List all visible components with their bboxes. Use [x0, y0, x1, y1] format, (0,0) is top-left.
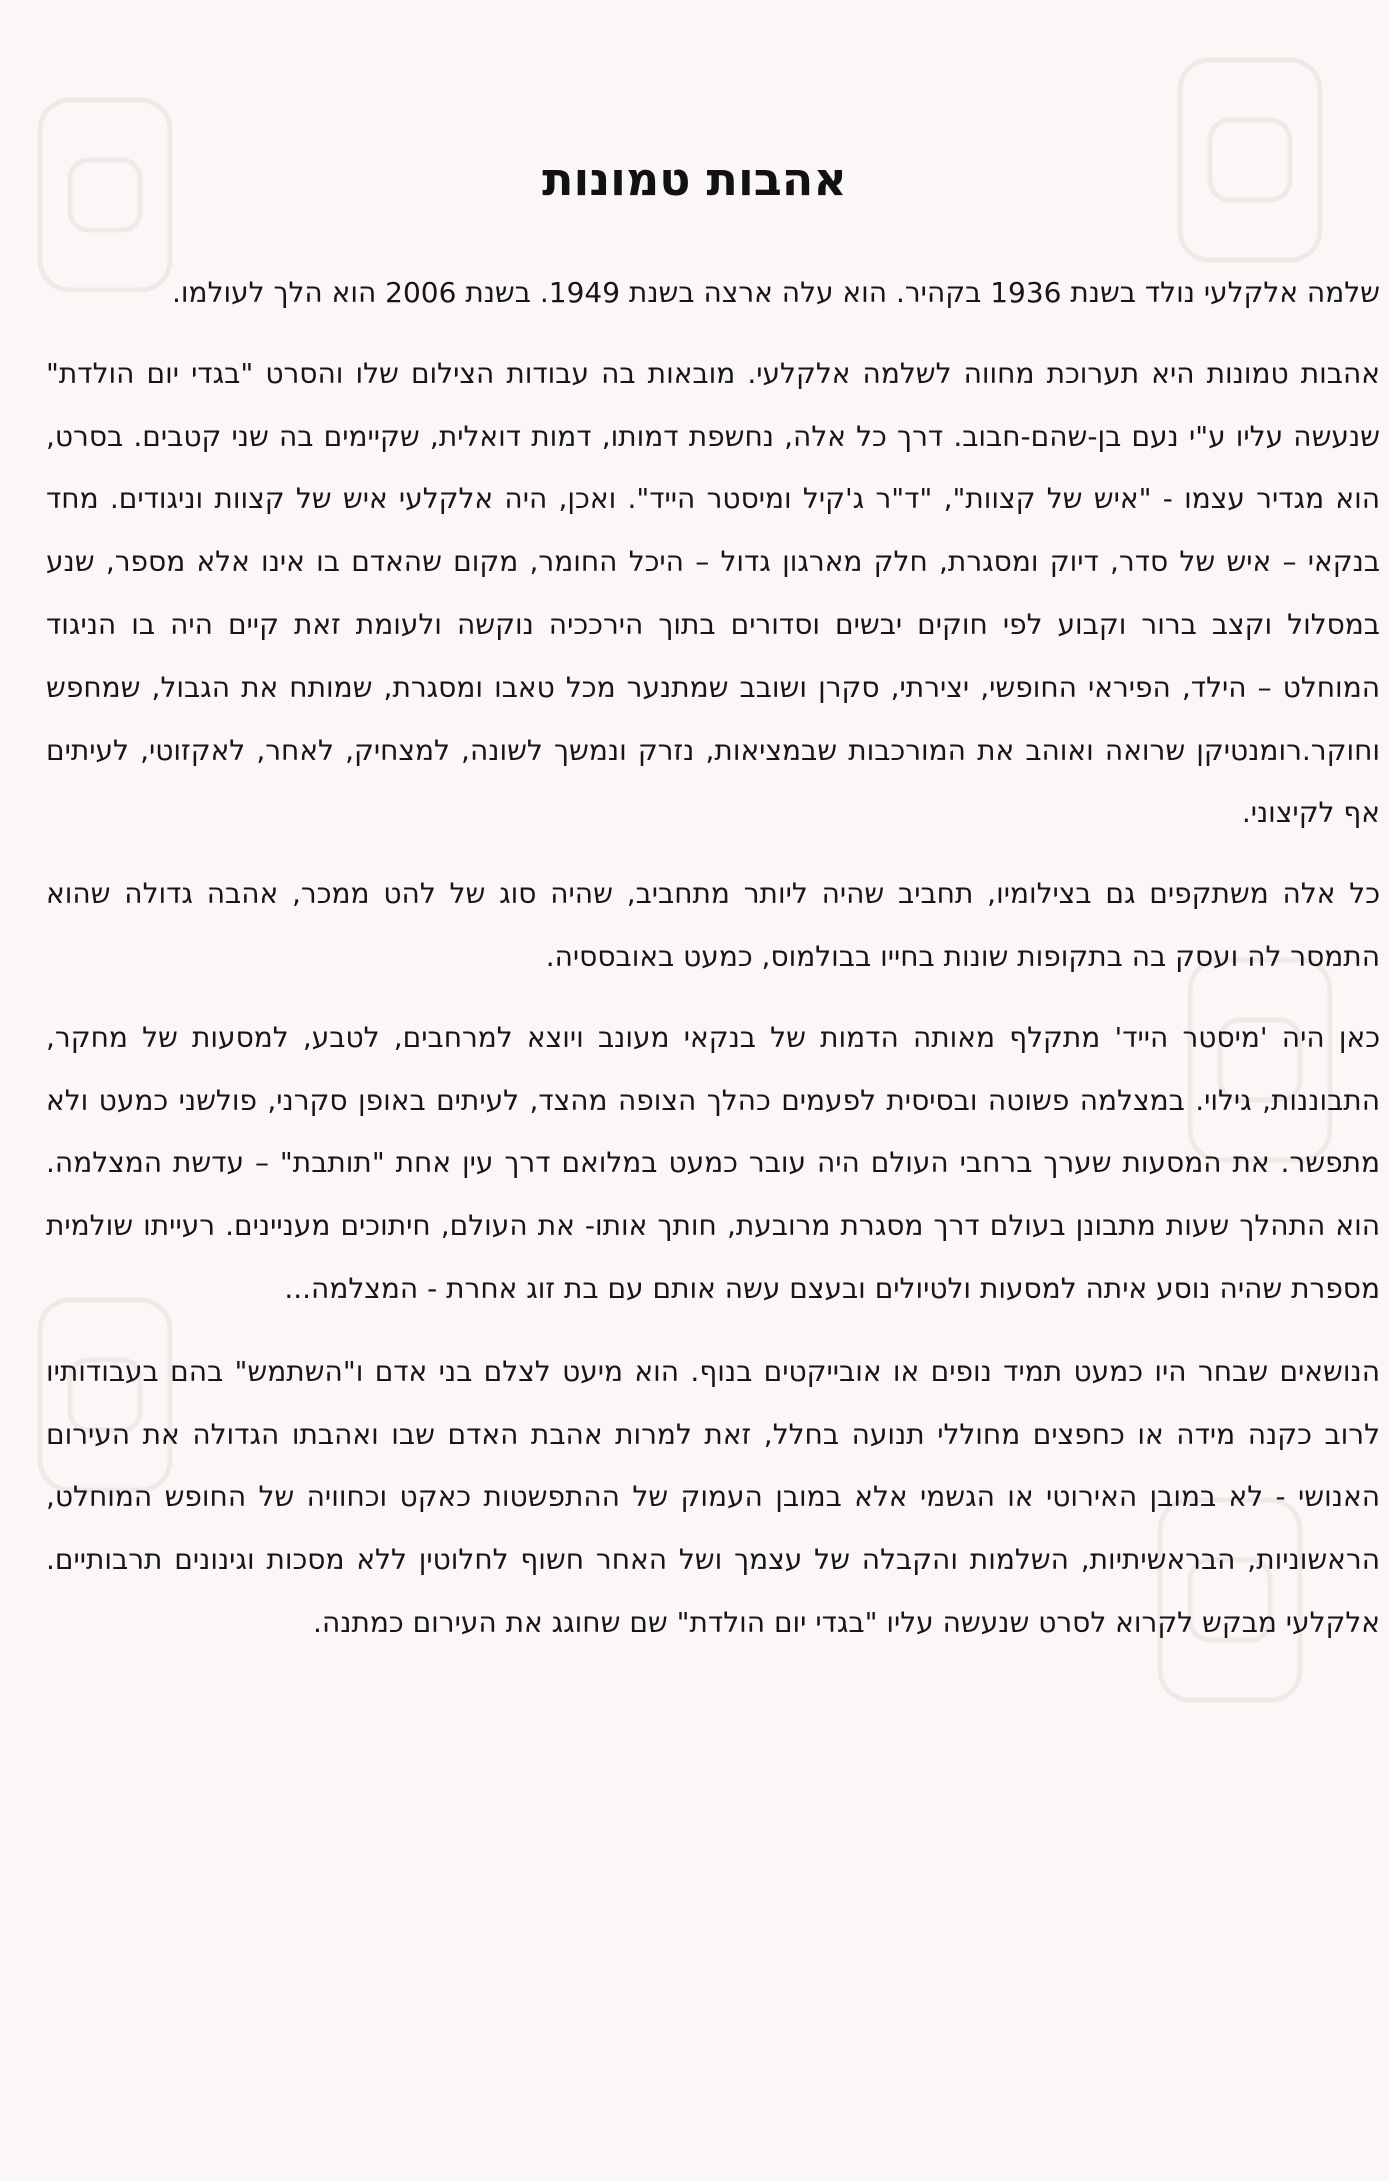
paragraph-biography: שלמה אלקלעי נולד בשנת 1936 בקהיר. הוא עלה ארצה בשנת 1949. בשנת 2006 הוא הלך לעולמו. [172, 276, 1380, 309]
paragraph-mister-hyde: כאן היה 'מיסטר הייד' מתקלף מאותה הדמות של בנקאי מעונב ויוצא למרחבים, לטבע, למסעות של מחקר, התבוננות, גילוי. במצלמה פשוטה ובסיסית לפעמים כהלך הצופה מהצד, לעיתים באופן סקרני, פולשני כמעט ולא מתפשר. את המסעות שערך ברחבי העולם היה עובר כמעט במלואם דרך עין אחת "תותבת" – עדשת המצלמה. הוא התהלך שעות מתבונן בעולם דרך מסגרת מרובעת, חותך אותו- את העולם, חיתוכים מעניינים. רעייתו שולמית מספרת שהיה נוסע איתה למסעות ולטיולים ובעצם עשה אותם עם בת זוג אחרת - המצלמה... [46, 1020, 1380, 1305]
document-body [46, 262, 1380, 1655]
paragraph-photography-hobby: כל אלה משתקפים גם בצילומיו, תחביב שהיה ליותר מתחביב, שהיה סוג של להט ממכר, אהבה גדולה שהוא התמסר לה ועסק בה בתקופות שונות בחייו בבולמוס, כמעט באובססיה. [46, 877, 1380, 973]
paragraph-exhibition: אהבות טמונות היא תערוכת מחווה לשלמה אלקלעי. מובאות בה עבודות הצילום שלו והסרט "בגדי יום הולדת" שנעשה עליו ע"י נעם בן-שהם-חבוב. דרך כל אלה, נחשפת דמותו, דמות דואלית, שקיימים בה שני קטבים. בסרט, הוא מגדיר עצמו - "איש של קצוות", "ד"ר ג'קיל ומיסטר הייד". ואכן, היה אלקלעי איש של קצוות וניגודים. מחד בנקאי – איש של סדר, דיוק ומסגרת, חלק מארגון גדול – היכל החומר, מקום שהאדם בו אינו אלא מספר, שנע במסלול וקצב ברור וקבוע לפי חוקים יבשים וסדורים בתוך הירככיה נוקשה ולעומת זאת קיים היה בו הניגוד המוחלט – הילד, הפיראי החופשי, יצירתי, סקרן ושובב שמתנער מכל טאבו ומסגרת, שמותח את הגבול, שמחפש וחוקר.רומנטיקן שרואה ואוהב את המורכבות שבמציאות, נזרק ונמשך לשונה, למצחיק, לאחר, לאקזוטי, לעיתים אף לקיצוני. [46, 356, 1380, 830]
document-title: אהבות טמונות [542, 151, 847, 206]
paragraph-subjects: הנושאים שבחר היו כמעט תמיד נופים או אובייקטים בנוף. הוא מיעט לצלם בני אדם ו"השתמש" בהם בעבודותיו לרוב כקנה מידה או כחפצים מחוללי תנועה בחלל, זאת למרות אהבת האדם שבו ואהבתו הגדולה את העירום האנושי - לא במובן האירוטי או הגשמי אלא במובן העמוק של ההתפשטות כאקט וכחוויה של החופש המוחלט, הראשוניות, הבראשיתיות, השלמות והקבלה של עצמך ושל האחר חשוף לחלוטין ללא מסכות וגינונים תרבותיים. אלקלעי מבקש לקרוא לסרט שנעשה עליו "בגדי יום הולדת" שם שחוגג את העירום כמתנה. [46, 1354, 1380, 1639]
